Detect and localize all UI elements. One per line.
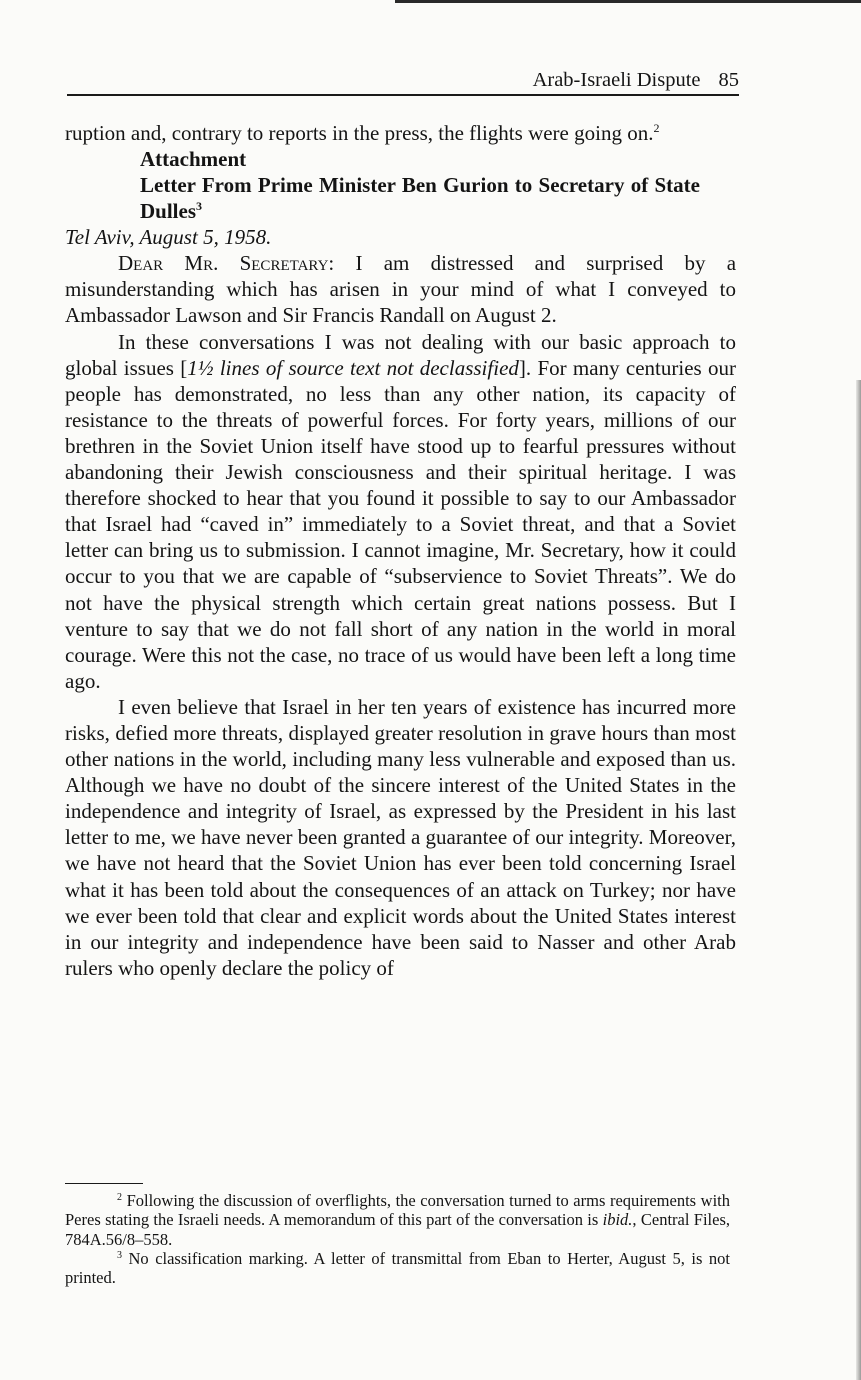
continued-paragraph [65,120,736,146]
page-number: 85 [718,69,739,91]
footnote-2-text-b: , Central Files, 784A.56/8–558. [65,1210,730,1249]
dateline: Tel Aviv, August 5, 1958. [65,225,272,250]
paragraph-2-part-b: ]. For many centuries our people has demonstrated, no less than any other nation, its capacity of resistance to the threats of powerful forces. For forty years, millions of our brethren in the Soviet Union itself have stood up to fearful pressures without abandoning their Jewish consciousness and their spiritual heritage. I was therefore shocked to hear that you found it possible to say to our Ambassador that Israel had “caved in” immediately to a Soviet threat, and that a Soviet letter can bring us to submission. I cannot imagine, Mr. Secretary, how it could occur to you that we are capable of “subservience to Soviet Threats”. We do not have the physical strength which certain great nations possess. But I venture to say that we do not fall short of any nation in the world in moral courage. Were this not the case, no trace of us would have been left a long time ago. [65,355,736,693]
paragraph-2-part-a: In these conversations I was not dealing with our basic approach to global issues [ [65,329,736,380]
footnote-rule [65,1183,143,1184]
page-top-edge [395,0,861,3]
paragraph-1-text: I am distressed and surprised by a misunderstanding which has arisen in your mind of what I conveyed to Ambassador Lawson and Sir Francis Randall on August 2. [65,251,737,328]
attachment-heading: Attachment [140,147,247,172]
page-right-edge [856,380,861,1380]
footnote-3 [65,1249,730,1288]
footnote-number: 3 [117,1249,122,1261]
salutation-b: Secretary: [239,251,335,276]
running-title: Arab-Israeli Dispute [532,69,701,91]
footnote-ref-3: 3 [196,199,203,214]
footnote-3-text: No classification marking. A letter of transmittal from Eban to Herter, August 5, is not printed. [65,1248,730,1288]
letter-heading-text: Letter From Prime Minister Ben Gurion to Secretary of State Dulles [140,173,700,224]
footnote-2-ibid: ibid. [602,1210,633,1230]
salutation-a: Dear Mr. [118,251,219,276]
footnote-2-text-a: Following the discussion of overflights, the conversation turned to arms requirements with Peres stating the Israeli needs. A memorandum of this part of the conversation is [65,1191,730,1230]
letter-heading [65,172,700,224]
editorial-note: 1½ lines of source text not declassified [187,355,519,380]
page-body [65,120,736,981]
footnote-2 [65,1191,730,1249]
running-head [67,66,739,96]
footnotes [65,1191,730,1287]
letter-paragraph-1 [65,250,736,328]
footnote-number: 2 [117,1192,122,1203]
letter-paragraph-3: I even believe that Israel in her ten years of existence has incurred more risks, defied more threats, displayed greater resolution in grave hours than most other nations in the world, including many less vulnerable and exposed than us. Although we have no doubt of the sincere interest of the United States in the independence and integrity of Israel, as expressed by the President in his last letter to me, we have never been granted a guarantee of our integrity. Moreover, we have not heard that the Soviet Union has ever been told concerning Israel what it has been told about the consequences of an attack on Turkey; nor have we ever been told that clear and explicit words about the United States interest in our integrity and independence have been said to Nasser and other Arab rulers who openly declare the policy of [65,694,736,980]
footnote-ref-2: 2 [653,121,660,135]
continued-text: ruption and, contrary to reports in the press, the flights were going on. [65,121,654,145]
letter-paragraph-2 [65,329,736,694]
